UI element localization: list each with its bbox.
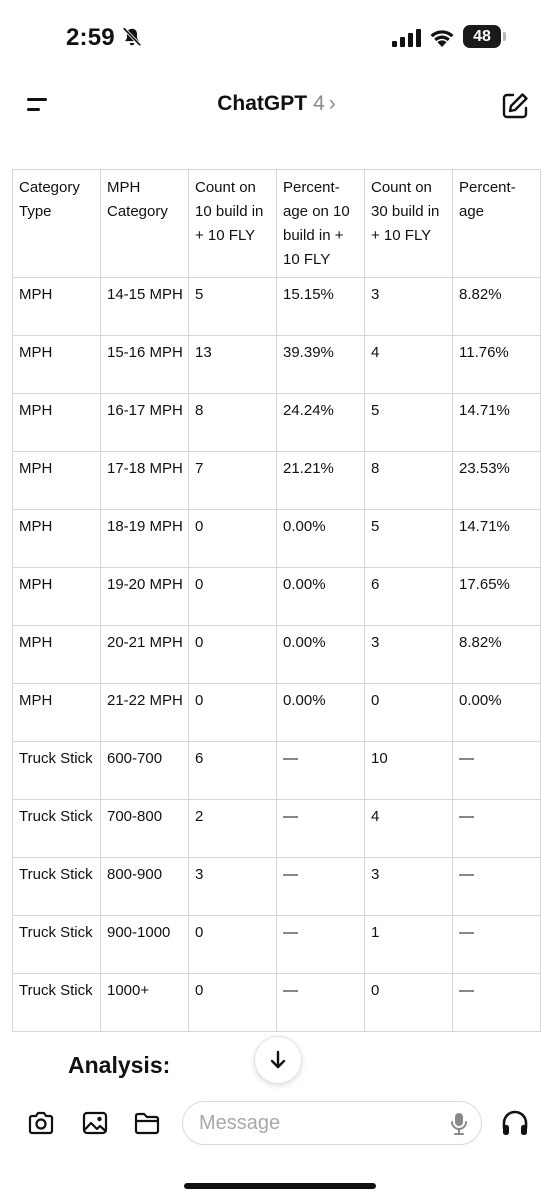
table-cell: 1 (365, 916, 453, 974)
table-cell: 600-700 (101, 742, 189, 800)
table-cell: — (277, 742, 365, 800)
table-cell: 800-900 (101, 858, 189, 916)
app-name: ChatGPT (217, 92, 308, 115)
model-version: 4 (313, 92, 325, 115)
table-cell: 5 (365, 394, 453, 452)
table-row (13, 626, 541, 684)
table-cell: 24.24% (277, 394, 365, 452)
table-cell: 7 (189, 452, 277, 510)
table-cell: 8 (365, 452, 453, 510)
table-cell: 3 (365, 626, 453, 684)
table-row (13, 858, 541, 916)
table-cell: MPH (13, 684, 101, 742)
chevron-right-icon: › (328, 92, 336, 115)
table-cell: — (453, 916, 541, 974)
table-cell: 5 (189, 278, 277, 336)
table-cell: 0 (189, 626, 277, 684)
table-cell: MPH (13, 568, 101, 626)
table-cell: 0.00% (277, 568, 365, 626)
table-cell: — (277, 858, 365, 916)
new-chat-button[interactable] (499, 90, 531, 122)
table-cell: 3 (365, 278, 453, 336)
table-cell: — (453, 800, 541, 858)
header (0, 80, 553, 130)
table-cell: 700-800 (101, 800, 189, 858)
table-cell: MPH (13, 336, 101, 394)
table-cell: — (277, 974, 365, 1032)
analysis-heading: Analysis: (68, 1052, 171, 1078)
headphones-icon[interactable] (500, 1108, 530, 1138)
table-cell: 1000+ (101, 974, 189, 1032)
table-cell: Truck Stick (13, 742, 101, 800)
table-cell: 0 (189, 916, 277, 974)
arrow-down-icon (267, 1049, 289, 1071)
home-indicator (184, 1183, 376, 1189)
table-cell: 23.53% (453, 452, 541, 510)
table-cell: 900-1000 (101, 916, 189, 974)
table-cell: 18-19 MPH (101, 510, 189, 568)
table-cell: Truck Stick (13, 916, 101, 974)
scroll-down-button[interactable] (254, 1036, 302, 1084)
table-row (13, 336, 541, 394)
table-cell: 0.00% (277, 684, 365, 742)
photo-icon[interactable] (80, 1108, 110, 1138)
message-input[interactable] (199, 1102, 429, 1144)
table-cell: 11.76% (453, 336, 541, 394)
folder-icon[interactable] (132, 1108, 162, 1138)
table-row (13, 916, 541, 974)
table-cell: 14.71% (453, 510, 541, 568)
table-cell: 0.00% (277, 510, 365, 568)
table-cell: Truck Stick (13, 800, 101, 858)
table-cell: — (277, 916, 365, 974)
table-cell: — (453, 742, 541, 800)
table-row (13, 974, 541, 1032)
table-cell: 0.00% (277, 626, 365, 684)
table-cell: MPH (13, 394, 101, 452)
table-row (13, 742, 541, 800)
table-cell: 2 (189, 800, 277, 858)
table-cell: 13 (189, 336, 277, 394)
table-cell: MPH (13, 626, 101, 684)
table-cell: 19-20 MPH (101, 568, 189, 626)
table-header-cell: Count on 10 build in + 10 FLY (189, 170, 277, 278)
table-cell: 6 (365, 568, 453, 626)
message-box (182, 1101, 482, 1145)
table-cell: MPH (13, 452, 101, 510)
table-cell: 16-17 MPH (101, 394, 189, 452)
status-bar (0, 0, 553, 76)
table-cell: 0 (365, 974, 453, 1032)
compose-icon (499, 90, 531, 122)
table-cell: 4 (365, 336, 453, 394)
table-cell: 3 (189, 858, 277, 916)
table-cell: 0 (189, 568, 277, 626)
data-table-container (12, 169, 540, 1032)
table-cell: 6 (189, 742, 277, 800)
table-cell: Truck Stick (13, 858, 101, 916)
table-header-cell: Count on 30 build in + 10 FLY (365, 170, 453, 278)
table-header-cell: Percent-age on 10 build in + 10 FLY (277, 170, 365, 278)
table-cell: 17-18 MPH (101, 452, 189, 510)
table-cell: 15.15% (277, 278, 365, 336)
table-cell: — (453, 858, 541, 916)
table-cell: 0 (189, 510, 277, 568)
table-header-row (13, 170, 541, 278)
camera-icon[interactable] (26, 1108, 56, 1138)
table-header-cell: MPH Category (101, 170, 189, 278)
table-cell: 14.71% (453, 394, 541, 452)
table-row (13, 800, 541, 858)
table-header-cell: Category Type (13, 170, 101, 278)
battery-nub (503, 32, 506, 41)
table-cell: — (453, 974, 541, 1032)
table-cell: 20-21 MPH (101, 626, 189, 684)
table-cell: 8.82% (453, 278, 541, 336)
table-cell: MPH (13, 278, 101, 336)
model-selector[interactable] (0, 92, 553, 116)
table-row (13, 510, 541, 568)
wifi-icon (428, 27, 456, 47)
table-cell: — (277, 800, 365, 858)
table-cell: 4 (365, 800, 453, 858)
table-row (13, 278, 541, 336)
table-cell: 15-16 MPH (101, 336, 189, 394)
table-cell: 10 (365, 742, 453, 800)
table-cell: 39.39% (277, 336, 365, 394)
table-cell: Truck Stick (13, 974, 101, 1032)
table-row (13, 452, 541, 510)
table-row (13, 394, 541, 452)
cellular-signal-icon (392, 29, 422, 47)
table-cell: 8.82% (453, 626, 541, 684)
table-cell: MPH (13, 510, 101, 568)
table-row (13, 684, 541, 742)
table-cell: 8 (189, 394, 277, 452)
table-cell: 21.21% (277, 452, 365, 510)
table-cell: 0.00% (453, 684, 541, 742)
table-cell: 3 (365, 858, 453, 916)
battery-indicator: 48 (463, 25, 501, 48)
table-header-cell: Percent-age (453, 170, 541, 278)
table-cell: 14-15 MPH (101, 278, 189, 336)
table-body (13, 278, 541, 1032)
mic-icon[interactable] (449, 1112, 469, 1136)
bell-slash-icon (121, 26, 143, 48)
table-row (13, 568, 541, 626)
table-cell: 17.65% (453, 568, 541, 626)
table-cell: 0 (365, 684, 453, 742)
table-cell: 0 (189, 974, 277, 1032)
data-table (12, 169, 541, 1032)
table-cell: 5 (365, 510, 453, 568)
status-time: 2:59 (66, 24, 115, 51)
table-cell: 0 (189, 684, 277, 742)
table-cell: 21-22 MPH (101, 684, 189, 742)
